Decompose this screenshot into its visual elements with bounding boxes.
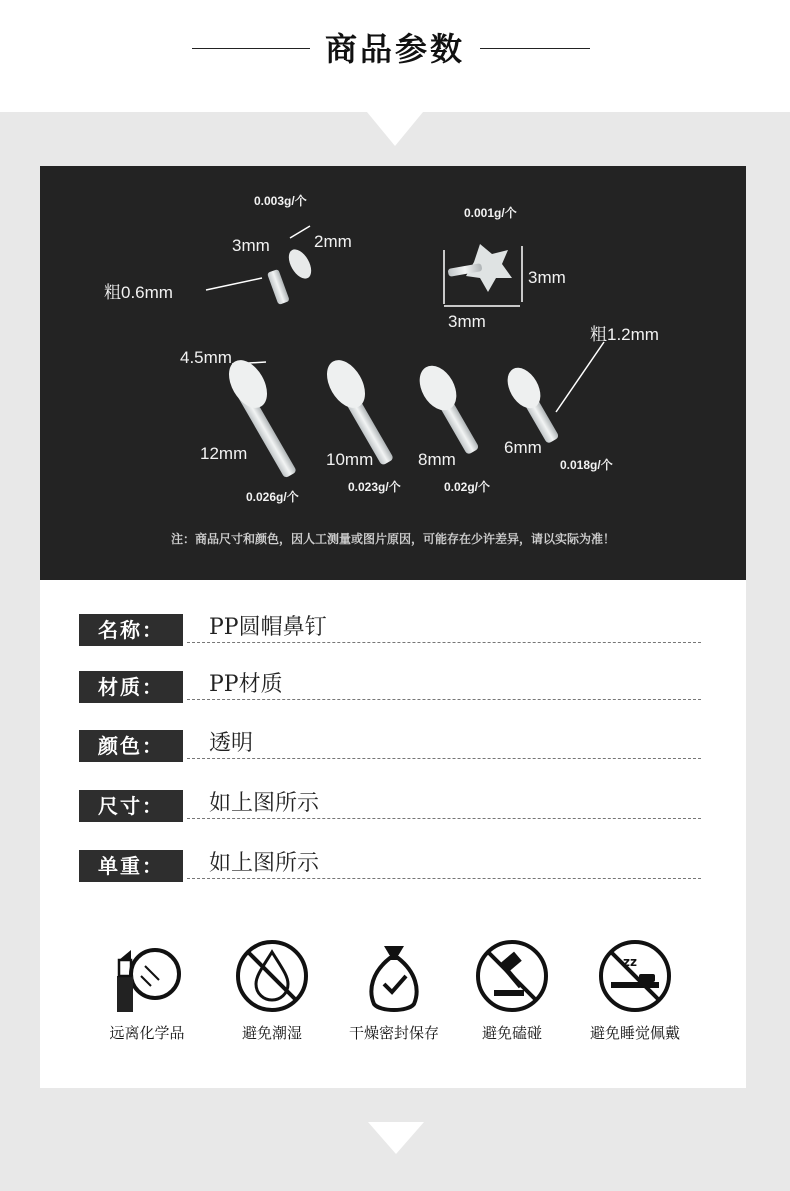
spec-label: 单重： bbox=[79, 850, 183, 882]
care-caption: 避免睡觉佩戴 bbox=[589, 1024, 680, 1042]
no-sleep-icon bbox=[595, 938, 675, 1016]
spec-divider bbox=[187, 878, 701, 879]
spec-value: PP材质 bbox=[209, 672, 283, 697]
spec-row-weight bbox=[79, 850, 701, 884]
star-stud bbox=[448, 244, 512, 292]
spec-value: 透明 bbox=[209, 731, 254, 756]
frame-notch-top bbox=[367, 112, 423, 146]
round-cap-pin-8mm bbox=[412, 359, 479, 455]
no-water-icon bbox=[232, 938, 312, 1016]
spec-row-size bbox=[79, 790, 701, 824]
spec-label: 尺寸： bbox=[79, 790, 183, 822]
dim-label-thick-1-2mm: 粗1.2mm bbox=[590, 325, 659, 344]
care-item-chemicals bbox=[82, 938, 212, 1043]
disclaimer-note: 注：商品尺寸和颜色，因人工测量或图片原因，可能存在少许差异，请以实际为准！ bbox=[170, 532, 615, 546]
no-hammer-icon bbox=[472, 938, 552, 1016]
frame-notch-bottom bbox=[368, 1122, 424, 1154]
dim-label-thick-0-6mm: 粗0.6mm bbox=[104, 283, 173, 302]
dim-label-10mm: 10mm bbox=[326, 450, 374, 469]
spec-divider bbox=[187, 699, 701, 700]
care-item-sealed bbox=[329, 938, 459, 1043]
round-cap-pin-10mm bbox=[319, 353, 394, 465]
header bbox=[0, 0, 790, 112]
product-photo bbox=[40, 166, 746, 580]
care-caption: 远离化学品 bbox=[109, 1024, 185, 1042]
spec-value: 如上图所示 bbox=[209, 851, 320, 876]
cosmetics-icon bbox=[107, 938, 187, 1016]
spec-divider bbox=[187, 642, 701, 643]
spec-label: 名称： bbox=[79, 614, 183, 646]
spec-row-material bbox=[79, 671, 701, 705]
care-item-impact bbox=[447, 938, 577, 1043]
title-divider-left bbox=[192, 48, 310, 49]
small-flat-stud bbox=[267, 246, 316, 305]
weight-label-12mm: 0.026g/个 bbox=[246, 490, 299, 504]
spec-value: PP圆帽鼻钉 bbox=[209, 615, 327, 640]
dim-label-3mm-c: 3mm bbox=[448, 312, 486, 331]
dim-label-2mm: 2mm bbox=[314, 232, 352, 251]
weight-label-8mm: 0.02g/个 bbox=[444, 480, 491, 494]
spec-row-name bbox=[79, 614, 701, 648]
care-caption: 干燥密封保存 bbox=[348, 1024, 439, 1042]
dim-label-6mm: 6mm bbox=[504, 438, 542, 457]
spec-label: 颜色： bbox=[79, 730, 183, 762]
page-title: 商品参数 bbox=[324, 30, 465, 68]
care-caption: 避免磕碰 bbox=[481, 1024, 542, 1042]
spec-row-color bbox=[79, 730, 701, 764]
dim-label-4-5mm: 4.5mm bbox=[180, 348, 232, 367]
svg-text:zz: zz bbox=[623, 955, 637, 969]
weight-label-6mm: 0.018g/个 bbox=[560, 458, 613, 472]
dim-label-3mm-a: 3mm bbox=[232, 236, 270, 255]
care-item-sleep bbox=[570, 938, 700, 1043]
weight-label-small-stud: 0.003g/个 bbox=[254, 194, 307, 208]
care-caption: 避免潮湿 bbox=[241, 1024, 302, 1042]
dim-label-12mm: 12mm bbox=[200, 444, 248, 463]
title-divider-right bbox=[480, 48, 590, 49]
sealed-bag-icon bbox=[354, 938, 434, 1016]
spec-value: 如上图所示 bbox=[209, 791, 320, 816]
care-item-moisture bbox=[207, 938, 337, 1043]
spec-divider bbox=[187, 758, 701, 759]
round-cap-pin-6mm bbox=[501, 362, 560, 444]
dim-label-8mm: 8mm bbox=[418, 450, 456, 469]
spec-divider bbox=[187, 818, 701, 819]
dim-label-3mm-b: 3mm bbox=[528, 268, 566, 287]
product-illustration bbox=[40, 166, 746, 580]
weight-label-10mm: 0.023g/个 bbox=[348, 480, 401, 494]
weight-label-star-stud: 0.001g/个 bbox=[464, 206, 517, 220]
spec-label: 材质： bbox=[79, 671, 183, 703]
